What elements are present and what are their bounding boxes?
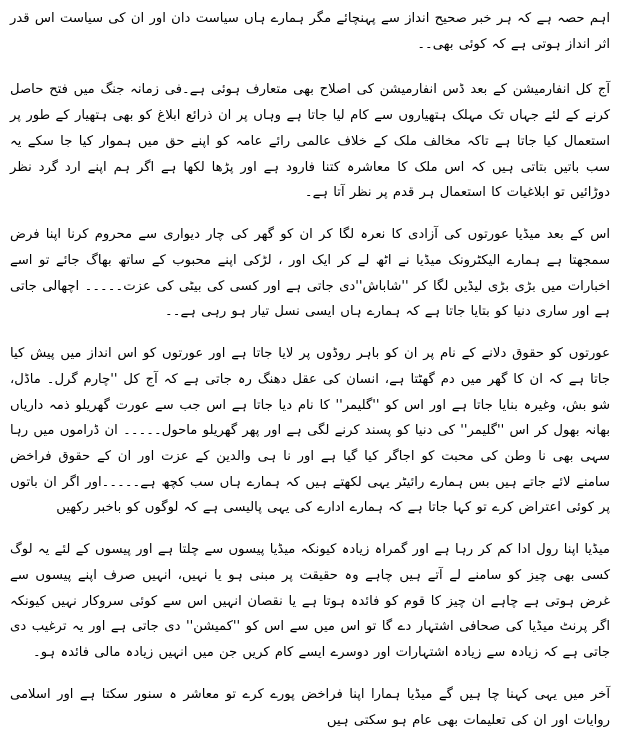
paragraph-1: اہم حصہ ہے کہ ہر خبر صحیح انداز سے پہنچائے مگر ہمارے ہاں سیاست دان اور ان کی سیاست اس قدر اثر انداز ہوتی ہے کہ کوئی بھی۔۔ [10, 11, 610, 52]
paragraph-3: اس کے بعد میڈیا عورتوں کی آزادی کا نعرہ لگا کر ان کو گھر کی چار دیواری سے محروم کرنا اپنا فرض سمجھتا ہے ہمارے الیکٹرونک میڈیا نے اٹھ لے کر ایک اور ، لڑکی اپنے محبوب کے ساتھ بھاگ جائے تو اسے اخبارات میں بڑی بڑی لیڈیں لگا کر ''شاباش''دی جاتی ہے اور کسی کی بیٹی کی عزت۔۔۔۔۔ اچھالی جاتی ہے اور ساری دنیا کو بتایا جاتا ہے کہ ہمارے ہاں ایسی نسل تیار ہو رہی ہے۔۔ [10, 227, 610, 320]
paragraph-2: آج کل انفارمیشن کے بعد ڈس انفارمیشن کی اصلاح بھی متعارف ہوئی ہے۔فی زمانہ جنگ میں فتح حاصل کرنے کے لئے جہاں تک مہلک ہتھیاروں سے کام لیا جاتا ہے وہاں پر ان ذرائع ابلاغ کو بھی ہتھیار کے طور پر استعمال کیا جاتا ہے تاکہ مخالف ملک کے خلاف عالمی رائے عامہ کو اپنے حق میں ہموار کیا جا سکے یہ سب باتیں بتاتی ہیں کہ اس ملک کا معاشرہ کتنا فارود ہے اور پڑھا لکھا ہے اگر ہم اپنے ارد گرد نظر دوڑائیں تو ابلاغیات کا استعمال ہر قدم پر نظر آتا ہے۔ [10, 82, 610, 201]
paragraph-5: میڈیا اپنا رول ادا کم کر رہا ہے اور گمراہ زیادہ کیونکہ میڈیا پیسوں سے چلتا ہے اور پیسوں کے لئے یہ لوگ کسی بھی چیز کو سامنے لے آتے ہیں چاہے وہ حقیقت پر مبنی ہو یا نہیں، انہیں صرف اپنے پیسوں سے غرض ہوتی ہے چاہے ان چیز کا قوم کو فائدہ ہوتا ہے یا نقصان انہیں اس سے کوئی سروکار نہیں کیونکہ اگر پرنٹ میڈیا کی صحافی اشتہار دے گا تو اس میں سے اس کو ''کمیشن'' دی جاتی ہے اور یہ ترغیب دی جاتی ہے کہ زیادہ سے زیادہ اشتہارات اور دوسرے ایسے کام کریں جن میں انہیں زیادہ مالی فائدہ ہو۔ [10, 542, 610, 661]
paragraph-6: آخر میں یہی کہنا چا ہیں گے میڈیا ہمارا اپنا فراخض پورے کرے تو معاشر ہ سنور سکتا ہے اور اسلامی روایات اور ان کی تعلیمات بھی عام ہو سکتی ہیں [10, 686, 610, 728]
paragraph-4: عورتوں کو حقوق دلانے کے نام پر ان کو باہر روڈوں پر لایا جاتا ہے اور عورتوں کو اس انداز میں پیش کیا جاتا ہے کہ ان کا گھر میں دم گھٹتا ہے، انسان کی عقل دھنگ رہ جاتی ہے کہ آج کل ''چارم گرل۔ ماڈل، شو بش، وغیرہ بنایا جاتا ہے اور اس کو ''گلیمر'' کا نام دیا جاتا ہے اس جب سے عورت گھریلو ذمہ داریاں بھانہ بھول کر اس ''گلیمر'' کی دنیا کو پسند کرنے لگی ہے اور پھر گھریلو ماحول۔۔۔۔۔ ان ڈراموں میں رہا سہی بھی نا وطن کی محبت کو اجاگر کیا گیا ہے اور نا ہی والدین کے عزت اور ان کے حقوق فراخض سامنے لائے جاتے ہیں بس ہمارے رائیٹر یہی لکھتے ہیں کہ ہمارے ہاں سب کچھ ہے۔۔۔۔۔اور اگر ان باتوں پر کوئی اعتراض کرے تو کہا جاتا ہے کہ ہمارے ادارے کی یہی پالیسی ہے کہ لوگوں کو باخبر رکھیں [10, 346, 610, 516]
